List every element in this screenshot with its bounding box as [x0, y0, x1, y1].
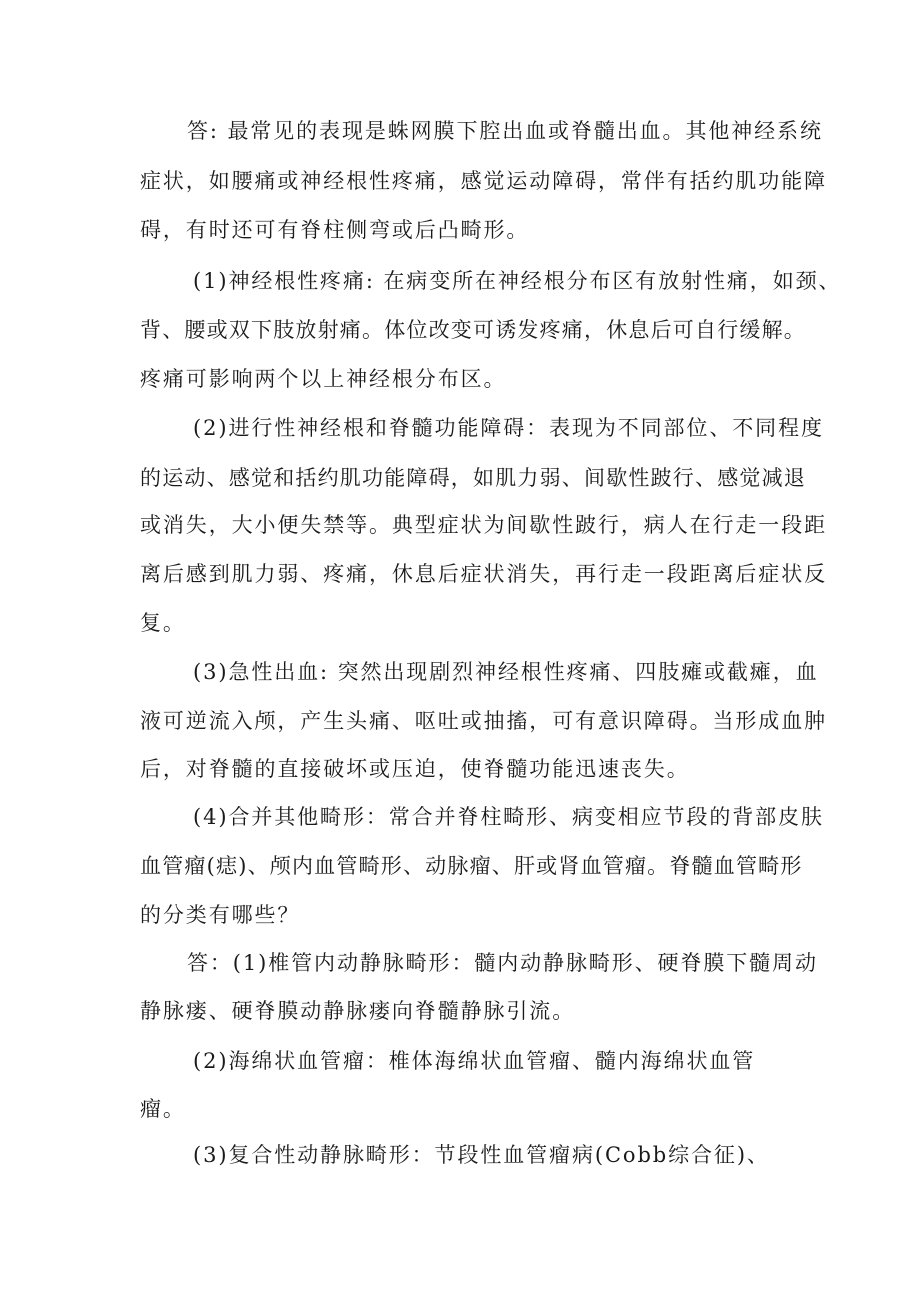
text-line: 血管瘤(痣)、颅内血管畸形、动脉瘤、肝或肾血管瘤。脊髓血管畸形 [140, 854, 803, 878]
text-line: 碍，有时还可有脊柱侧弯或后凸畸形。 [140, 218, 530, 242]
text-line: (1)神经根性疼痛: 在病变所在神经根分布区有放射性痛，如颈、 [193, 269, 842, 293]
text-line: 静脉瘘、硬脊膜动静脉瘘向脊髓静脉引流。 [140, 999, 576, 1023]
text-line: 症状，如腰痛或神经根性疼痛，感觉运动障碍，常伴有括约肌功能障 [140, 169, 827, 193]
text-line: 后，对脊髓的直接破坏或压迫，使脊髓功能迅速丧失。 [140, 757, 690, 781]
text-line: 答：(1)椎管内动静脉畸形：髓内动静脉畸形、硬脊膜下髓周动 [187, 951, 818, 975]
text-line: (3)急性出血: 突然出现剧烈神经根性疼痛、四肢瘫或截瘫，血 [193, 660, 819, 684]
text-line: 液可逆流入颅，产生头痛、呕吐或抽搐，可有意识障碍。当形成血肿 [140, 709, 827, 733]
text-line: 背、腰或双下肢放射痛。体位改变可诱发疼痛，休息后可自行缓解。 [140, 318, 806, 342]
text-line: 疼痛可影响两个以上神经根分布区。 [140, 367, 507, 391]
text-line: (3)复合性动静脉畸形：节段性血管瘤病(Cobb综合征)、 [193, 1143, 770, 1167]
text-line: (4)合并其他畸形：常合并脊柱畸形、病变相应节段的背部皮肤 [193, 805, 824, 829]
text-line: (2)进行性神经根和脊髓功能障碍：表现为不同部位、不同程度 [193, 416, 824, 440]
text-line: 答: 最常见的表现是蛛网膜下腔出血或脊髓出血。其他神经系统 [187, 119, 823, 143]
text-line: 离后感到肌力弱、疼痛，休息后症状消失，再行走一段距离后症状反 [140, 562, 827, 586]
text-line: 或消失，大小便失禁等。典型症状为间歇性跛行，病人在行走一段距 [140, 513, 827, 537]
text-line: 瘤。 [140, 1097, 186, 1121]
text-line: (2)海绵状血管瘤：椎体海绵状血管瘤、髓内海绵状血管 [193, 1049, 756, 1073]
text-line: 的运动、感觉和括约肌功能障碍，如肌力弱、间歇性跛行、感觉减退 [140, 466, 806, 490]
text-line: 复。 [140, 611, 186, 635]
text-line: 的分类有哪些？ [140, 903, 301, 927]
